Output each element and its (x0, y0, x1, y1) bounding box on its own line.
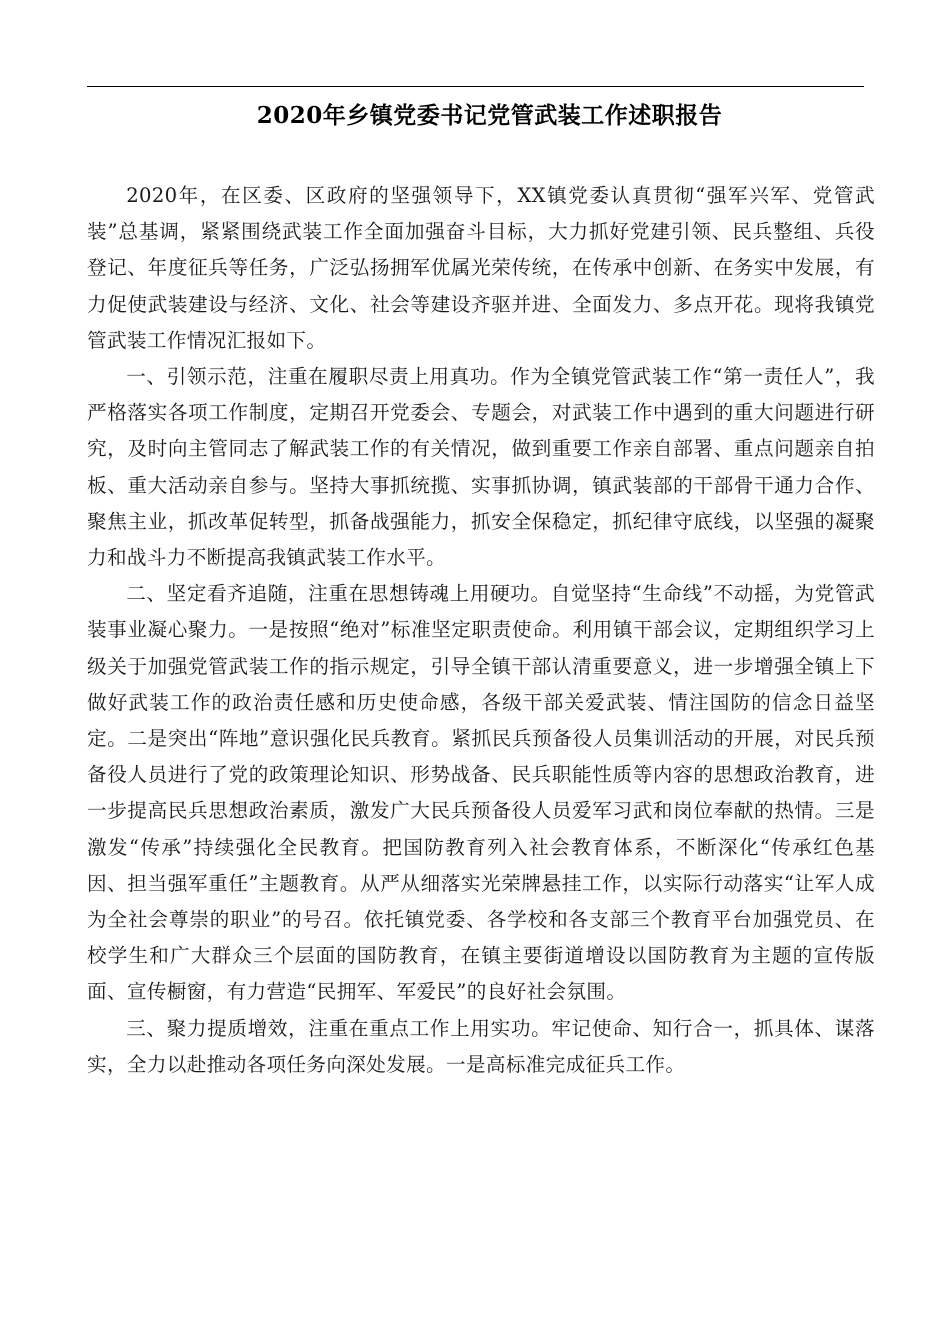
header-rule (87, 86, 864, 87)
paragraph-section-1: 一、引领示范，注重在履职尽责上用真功。作为全镇党管武装工作“第一责任人”，我严格落实各项工作制度，定期召开党委会、专题会，对武装工作中遇到的重大问题进行研究，及时向主管同志了解武装工作的有关情况，做到重要工作亲自部署、重点问题亲自拍板、重大活动亲自参与。坚持大事抓统揽、实事抓协调，镇武装部的干部骨干通力合作、聚焦主业，抓改革促转型，抓备战强能力，抓安全保稳定，抓纪律守底线，以坚强的凝聚力和战斗力不断提高我镇武装工作水平。 (87, 365, 875, 570)
paragraph-section-3: 三、聚力提质增效，注重在重点工作上用实功。牢记使命、知行合一，抓具体、谋落实，全力以赴推动各项任务向深处发展。一是高标准完成征兵工作。 (87, 1016, 875, 1076)
paragraph-intro: 2020年，在区委、区政府的坚强领导下，XX镇党委认真贯彻“强军兴军、党管武装”总基调，紧紧围绕武装工作全面加强奋斗目标，大力抓好党建引领、民兵整组、兵役登记、年度征兵等任务，广泛弘扬拥军优属光荣传统，在传承中创新、在务实中发展，有力促使武装建设与经济、文化、社会等建设齐驱并进、全面发力、多点开花。现将我镇党管武装工作情况汇报如下。 (87, 184, 875, 352)
document-title: 2020年乡镇党委书记党管武装工作述职报告 (256, 102, 723, 129)
paragraph-section-2: 二、坚定看齐追随，注重在思想铸魂上用硬功。自觉坚持“生命线”不动摇，为党管武装事业凝心聚力。一是按照“绝对”标准坚定职责使命。利用镇干部会议，定期组织学习上级关于加强党管武装工作的指示规定，引导全镇干部认清重要意义，进一步增强全镇上下做好武装工作的政治责任感和历史使命感，各级干部关爱武装、情注国防的信念日益坚定。二是突出“阵地”意识强化民兵教育。紧抓民兵预备役人员集训活动的开展，对民兵预备役人员进行了党的政策理论知识、形势战备、民兵职能性质等内容的思想政治教育，进一步提高民兵思想政治素质，激发广大民兵预备役人员爱军习武和岗位奉献的热情。三是激发“传承”持续强化全民教育。把国防教育列入社会教育体系，不断深化“传承红色基因、担当强军重任”主题教育。从严从细落实光荣牌悬挂工作，以实际行动落实“让军人成为全社会尊崇的职业”的号召。依托镇党委、各学校和各支部三个教育平台加强党员、在校学生和广大群众三个层面的国防教育，在镇主要街道增设以国防教育为主题的宣传版面、宣传橱窗，有力营造“民拥军、军爱民”的良好社会氛围。 (87, 582, 875, 1004)
document-body (87, 178, 875, 1083)
